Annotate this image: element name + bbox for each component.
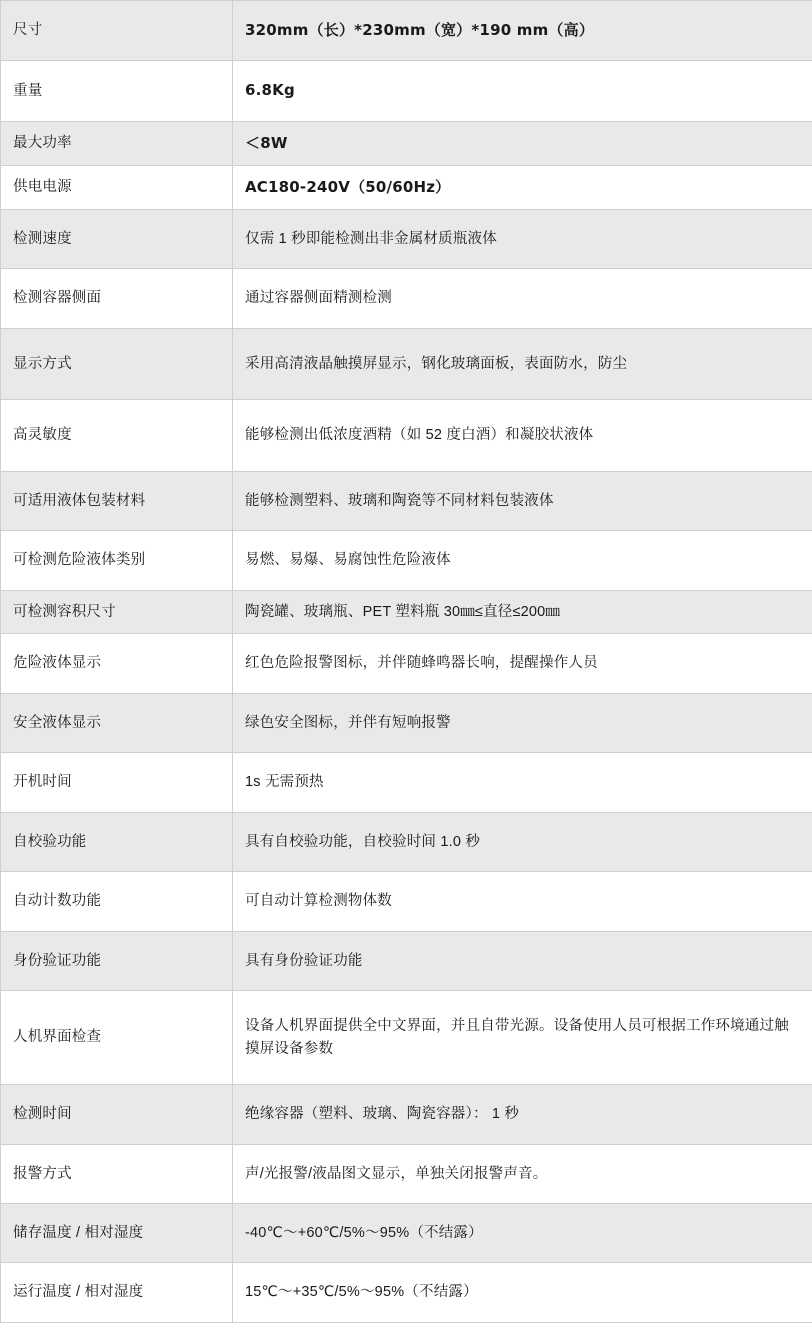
spec-label-cell: 可适用液体包装材料 [1, 471, 233, 530]
spec-value-cell: 能够检测塑料、玻璃和陶瓷等不同材料包装液体 [233, 471, 812, 530]
spec-value-cell: ＜8W [233, 121, 812, 165]
spec-label-cell: 尺寸 [1, 1, 233, 61]
spec-label-cell: 人机界面检查 [1, 991, 233, 1085]
spec-value-cell: 1s 无需预热 [233, 753, 812, 812]
spec-label-cell: 可检测容积尺寸 [1, 590, 233, 633]
table-row [1, 590, 812, 633]
table-row [1, 1144, 812, 1203]
table-row [1, 269, 812, 328]
table-row [1, 471, 812, 530]
table-row [1, 753, 812, 812]
table-row [1, 165, 812, 209]
spec-value-cell: 15℃～+35℃/5%～95%（不结露） [233, 1263, 812, 1322]
specifications-table-body [1, 1, 812, 1323]
spec-label-cell: 检测时间 [1, 1085, 233, 1144]
spec-value-cell: 通过容器侧面精测检测 [233, 269, 812, 328]
table-row [1, 991, 812, 1085]
spec-value-cell: 具有身份验证功能 [233, 931, 812, 990]
spec-label-cell: 可检测危险液体类别 [1, 531, 233, 590]
table-row [1, 872, 812, 931]
spec-label-cell: 危险液体显示 [1, 634, 233, 693]
spec-value-cell: 6.8Kg [233, 61, 812, 121]
spec-label-cell: 开机时间 [1, 753, 233, 812]
spec-label-cell: 重量 [1, 61, 233, 121]
table-row [1, 1263, 812, 1322]
spec-label-cell: 高灵敏度 [1, 400, 233, 471]
spec-label-cell: 报警方式 [1, 1144, 233, 1203]
spec-label-cell: 身份验证功能 [1, 931, 233, 990]
spec-value-cell: 具有自校验功能，自校验时间 1.0 秒 [233, 812, 812, 871]
spec-label-cell: 检测容器侧面 [1, 269, 233, 328]
spec-label-cell: 最大功率 [1, 121, 233, 165]
spec-label-cell: 供电电源 [1, 165, 233, 209]
spec-label-cell: 储存温度 / 相对湿度 [1, 1203, 233, 1262]
table-row [1, 1203, 812, 1262]
table-row [1, 210, 812, 269]
spec-value-cell: 320mm（长）*230mm（宽）*190 mm（高） [233, 1, 812, 61]
spec-value-cell: -40℃～+60℃/5%～95%（不结露） [233, 1203, 812, 1262]
spec-value-cell: 仅需 1 秒即能检测出非金属材质瓶液体 [233, 210, 812, 269]
table-row [1, 531, 812, 590]
spec-value-cell: 声/光报警/液晶图文显示，单独关闭报警声音。 [233, 1144, 812, 1203]
table-row [1, 61, 812, 121]
table-row [1, 1085, 812, 1144]
spec-value-cell: 能够检测出低浓度酒精（如 52 度白酒）和凝胶状液体 [233, 400, 812, 471]
spec-label-cell: 自校验功能 [1, 812, 233, 871]
spec-label-cell: 自动计数功能 [1, 872, 233, 931]
spec-value-cell: 易燃、易爆、易腐蚀性危险液体 [233, 531, 812, 590]
table-row [1, 812, 812, 871]
table-row [1, 1, 812, 61]
table-row [1, 634, 812, 693]
spec-value-cell: 绿色安全图标，并伴有短响报警 [233, 693, 812, 752]
spec-value-cell: 绝缘容器（塑料、玻璃、陶瓷容器）： 1 秒 [233, 1085, 812, 1144]
spec-label-cell: 运行温度 / 相对湿度 [1, 1263, 233, 1322]
spec-value-cell: 红色危险报警图标，并伴随蜂鸣器长响，提醒操作人员 [233, 634, 812, 693]
spec-value-cell: AC180-240V（50/60Hz） [233, 165, 812, 209]
spec-value-cell: 采用高清液晶触摸屏显示，钢化玻璃面板，表面防水，防尘 [233, 328, 812, 399]
spec-value-cell: 可自动计算检测物体数 [233, 872, 812, 931]
spec-label-cell: 显示方式 [1, 328, 233, 399]
spec-label-cell: 安全液体显示 [1, 693, 233, 752]
table-row [1, 931, 812, 990]
table-row [1, 121, 812, 165]
spec-label-cell: 检测速度 [1, 210, 233, 269]
spec-value-cell: 陶瓷罐、玻璃瓶、PET 塑料瓶 30㎜≤直径≤200㎜ [233, 590, 812, 633]
table-row [1, 693, 812, 752]
spec-value-cell: 设备人机界面提供全中文界面，并且自带光源。设备使用人员可根据工作环境通过触摸屏设备参数 [233, 991, 812, 1085]
table-row [1, 400, 812, 471]
table-row [1, 328, 812, 399]
